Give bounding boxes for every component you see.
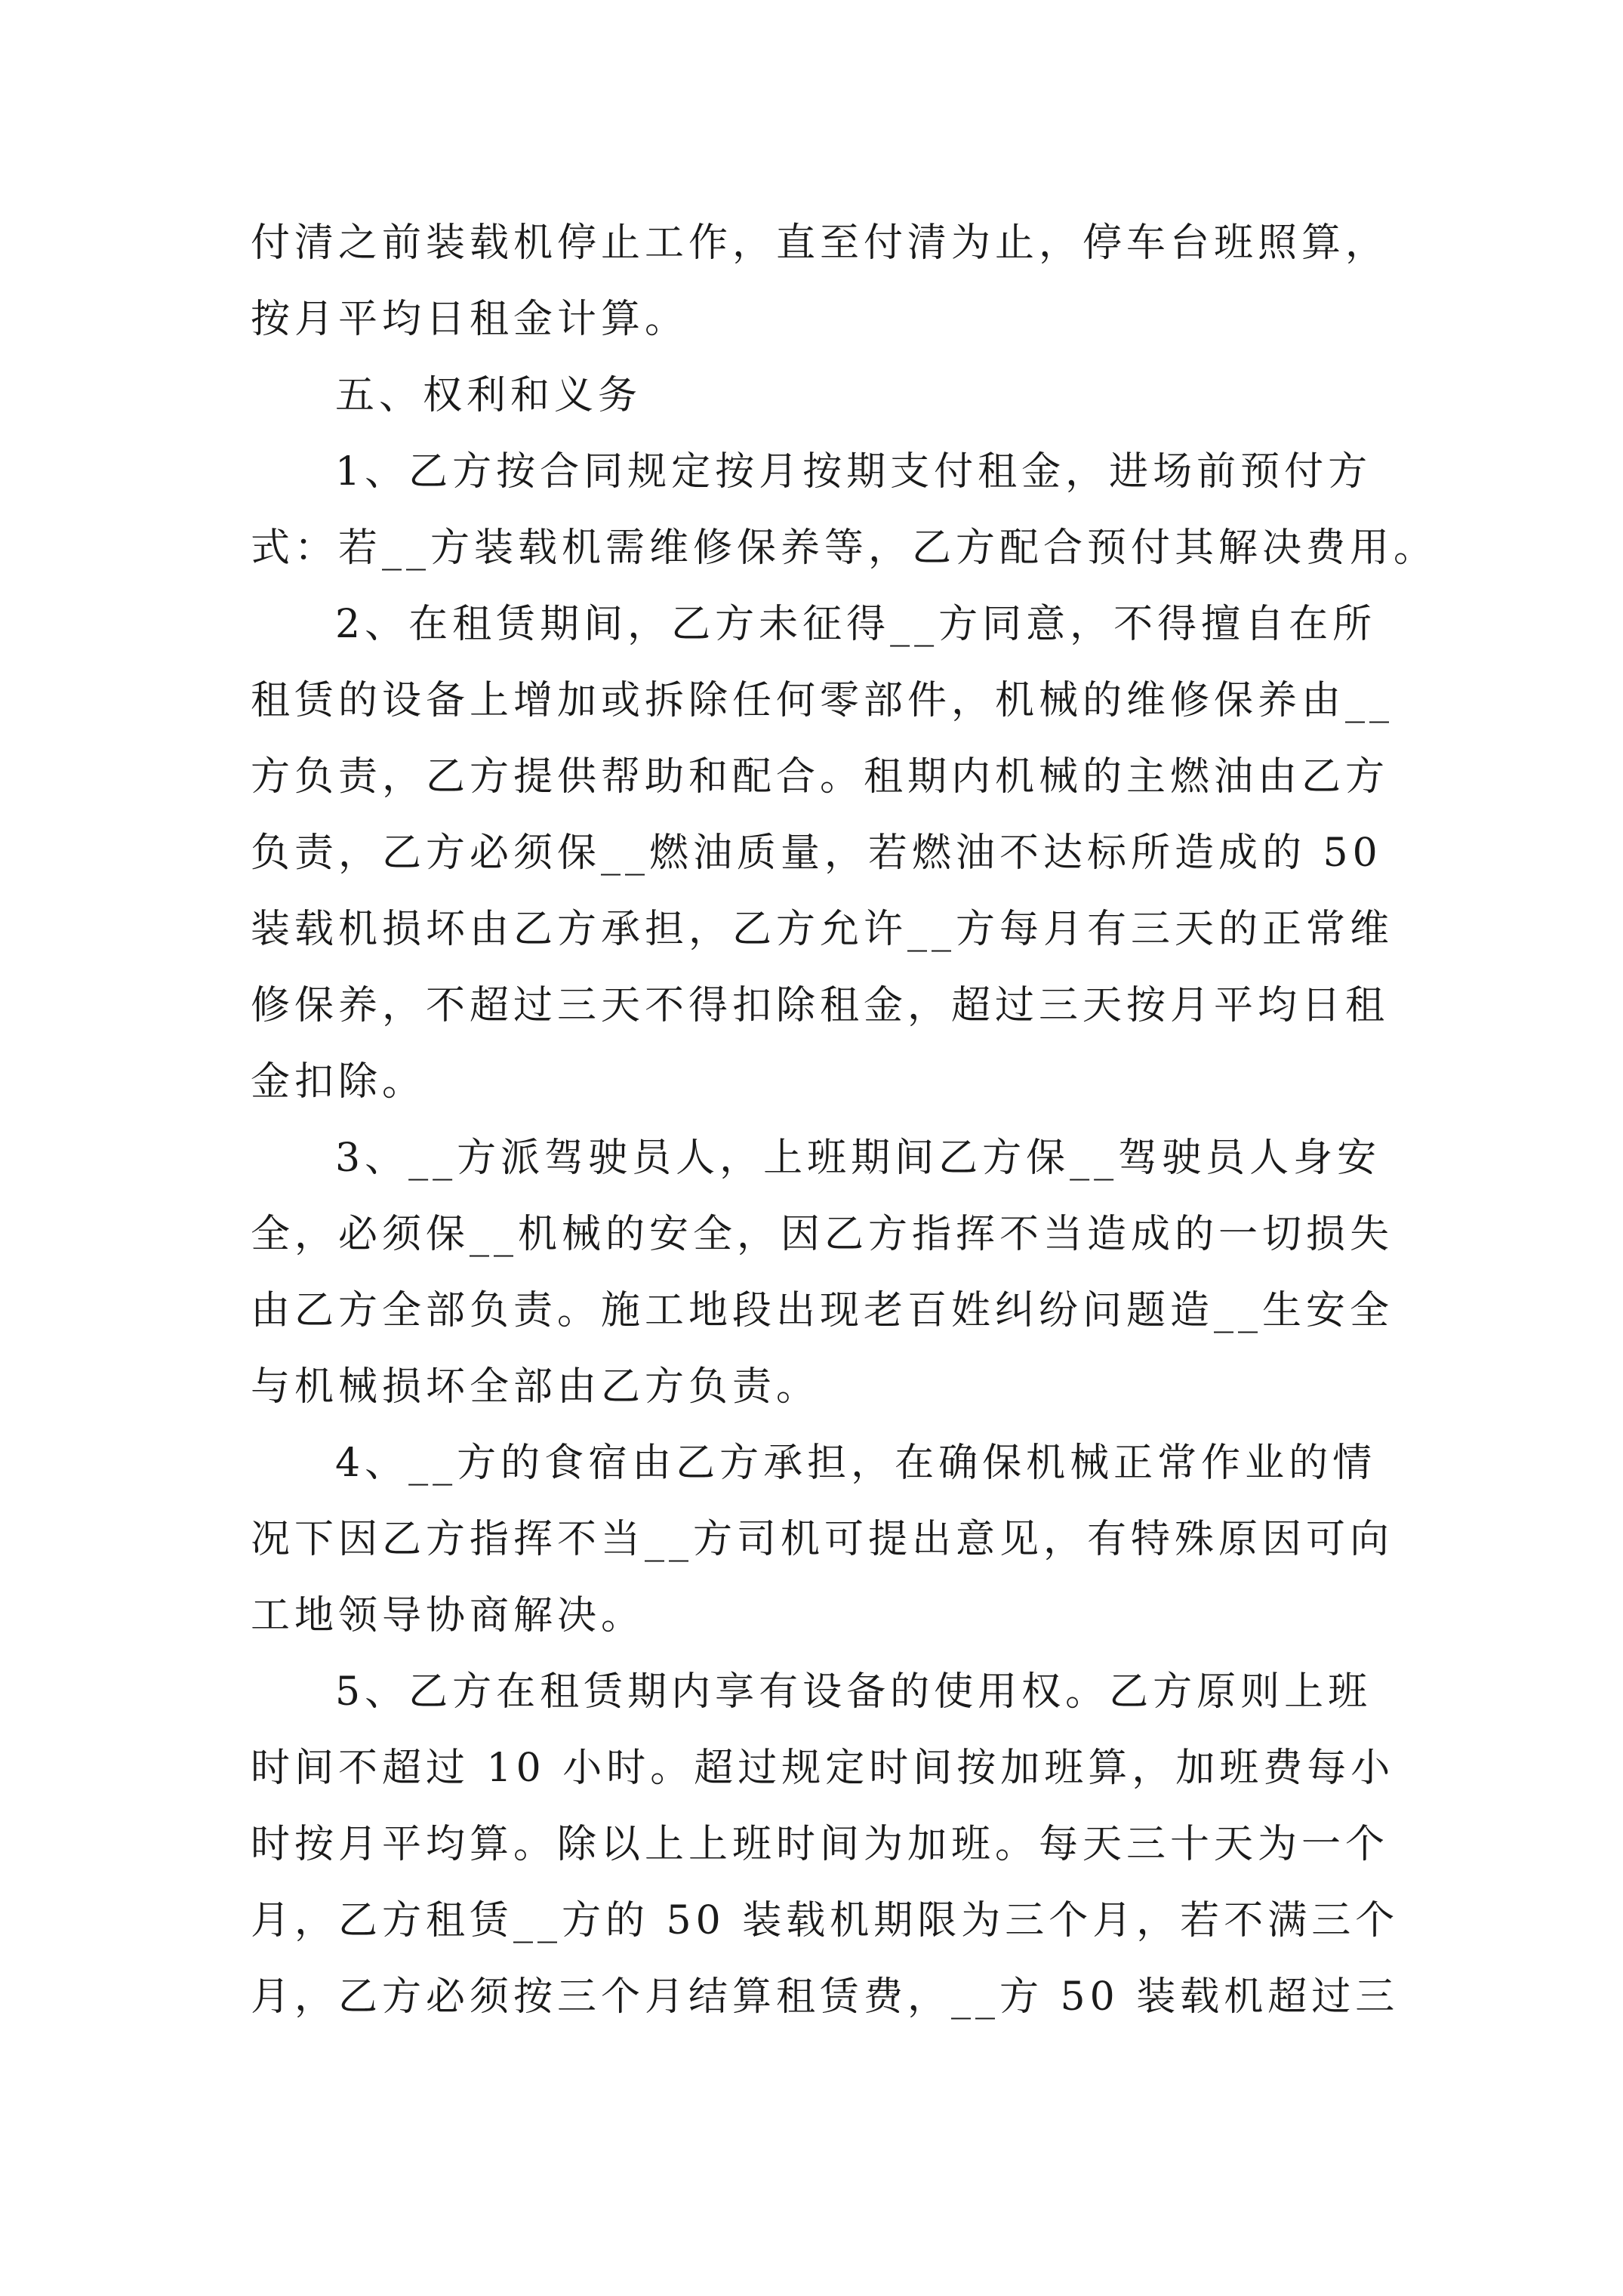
text-line: 与机械损坏全部由乙方负责。 — [251, 1364, 821, 1410]
text-line: 5、乙方在租赁期内享有设备的使用权。乙方原则上班 — [335, 1669, 1372, 1715]
text-line: 全，必须保__机械的安全，因乙方指挥不当造成的一切损失 — [251, 1212, 1394, 1257]
text-line: 4、__方的食宿由乙方承担，在确保机械正常作业的情 — [335, 1441, 1377, 1486]
text-line: 月，乙方必须按三个月结算租赁费，__方 50 装载机超过三 — [251, 1974, 1400, 2020]
text-line: 按月平均日租金计算。 — [251, 297, 689, 342]
text-line: 付清之前装载机停止工作，直至付清为止，停车台班照算， — [251, 220, 1390, 266]
text-line: 时间不超过 10 小时。超过规定时间按加班算，加班费每小 — [251, 1746, 1395, 1791]
text-line: 租赁的设备上增加或拆除任何零部件，机械的维修保养由__ — [251, 678, 1394, 723]
text-line: 由乙方全部负责。施工地段出现老百姓纠纷问题造__生安全 — [251, 1288, 1394, 1333]
text-line: 工地领导协商解决。 — [251, 1593, 645, 1638]
text-line: 时按月平均算。除以上上班时间为加班。每天三十天为一个 — [251, 1822, 1390, 1867]
text-line: 2、在租赁期间，乙方未征得__方同意，不得擅自在所 — [335, 602, 1377, 647]
text-line: 月，乙方租赁__方的 50 装载机期限为三个月，若不满三个 — [251, 1898, 1400, 1943]
text-line: 装载机损坏由乙方承担，乙方允许__方每月有三天的正常维 — [251, 907, 1394, 952]
document-body — [251, 205, 1438, 2036]
text-line: 修保养，不超过三天不得扣除租金，超过三天按月平均日租 — [251, 983, 1390, 1028]
text-line: 负责，乙方必须保__燃油质量，若燃油不达标所造成的 50 — [251, 831, 1382, 876]
text-line: 五、权利和义务 — [335, 373, 642, 418]
text-line: 式：若__方装载机需维修保养等，乙方配合预付其解决费用。 — [251, 525, 1438, 571]
text-line: 方负责，乙方提供帮助和配合。租期内机械的主燃油由乙方 — [251, 754, 1390, 800]
text-line: 3、__方派驾驶员人，上班期间乙方保__驾驶员人身安 — [335, 1136, 1381, 1181]
text-line: 况下因乙方指挥不当__方司机可提出意见，有特殊原因可向 — [251, 1517, 1394, 1562]
text-line: 金扣除。 — [251, 1059, 427, 1105]
text-line: 1、乙方按合同规定按月按期支付租金，进场前预付方 — [335, 449, 1372, 495]
